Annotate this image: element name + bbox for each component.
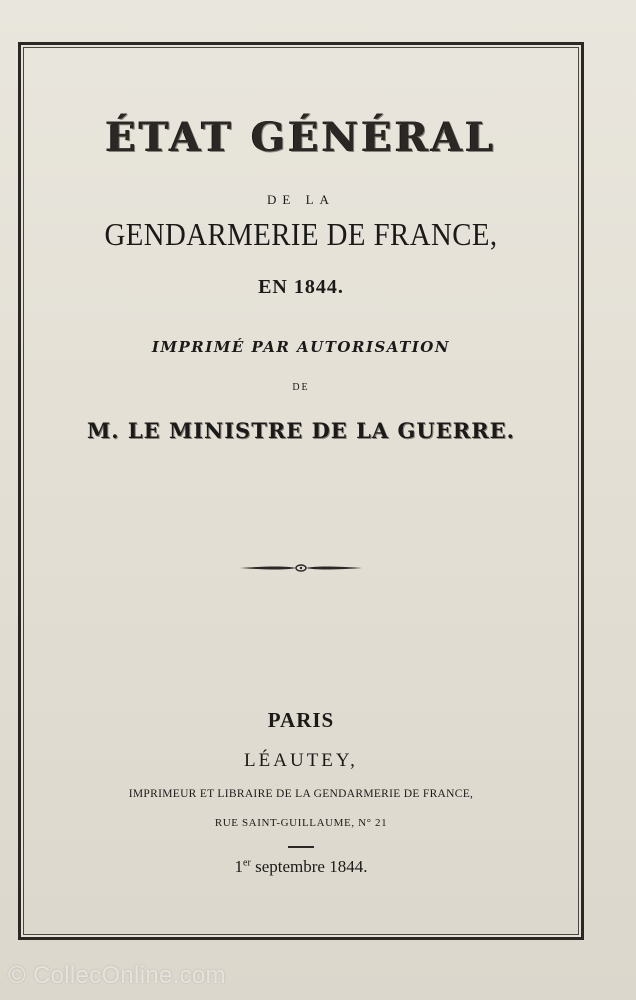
minister-line: M. LE MINISTRE DE LA GUERRE. xyxy=(87,418,515,443)
printer-name: LÉAUTEY, xyxy=(244,750,358,771)
de-la-line: DE LA xyxy=(267,192,335,207)
copyright-icon: © xyxy=(8,962,26,989)
date-ordinal: er xyxy=(243,857,251,869)
year-line: EN 1844. xyxy=(258,276,344,298)
short-rule-divider xyxy=(288,846,314,848)
date-day: 1 xyxy=(234,857,244,876)
city-line: PARIS xyxy=(267,708,335,732)
de-line: DE xyxy=(292,382,310,393)
printer-address: RUE SAINT-GUILLAUME, N° 21 xyxy=(214,817,388,829)
watermark-brand: ColleсOnline.com xyxy=(32,962,226,989)
publication-date xyxy=(18,857,584,877)
document-title: ÉTAT GÉNÉRAL xyxy=(105,114,497,161)
authorization-line: IMPRIMÉ PAR AUTORISATION xyxy=(151,338,451,356)
date-month-year: septembre 1844. xyxy=(250,857,368,876)
printer-title: IMPRIMEUR ET LIBRAIRE DE LA GENDARMERIE DE FRANCE, xyxy=(128,788,474,800)
ornamental-divider xyxy=(238,562,364,574)
subject-line: GENDARMERIE DE FRANCE, xyxy=(104,216,498,252)
collectonline-watermark xyxy=(8,962,226,990)
page-border xyxy=(18,42,584,940)
